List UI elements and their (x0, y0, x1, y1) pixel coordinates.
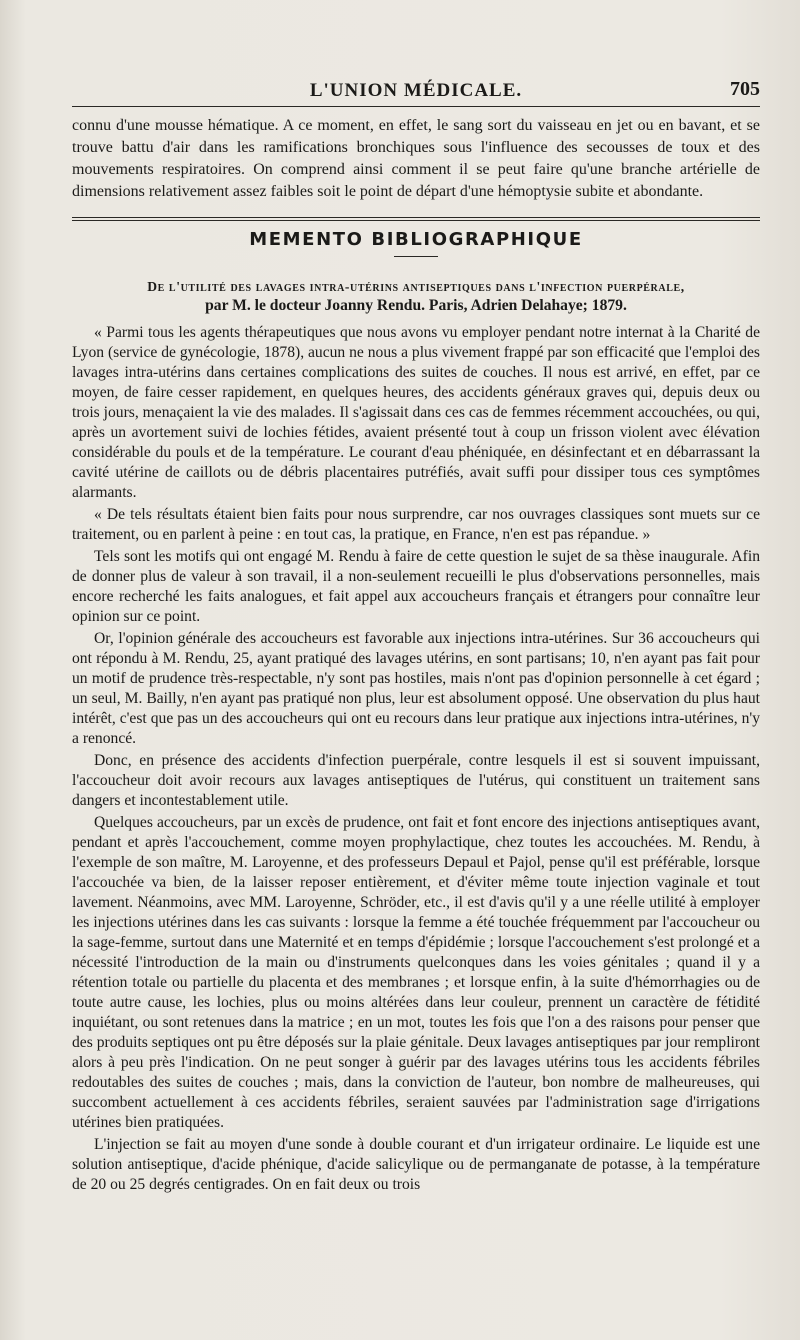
double-rule-divider (72, 217, 760, 221)
review-paragraph: « De tels résultats étaient bien faits pour nous surprendre, car nos ouvrages classiques sont muets sur ce traitement, ou en parlent à peine : en tout cas, la pratique, en France, n'en est pas répandue. » (72, 506, 760, 543)
review-paragraph: Donc, en présence des accidents d'infection puerpérale, contre lesquels il est si souvent impuissant, l'accoucheur doit avoir recours aux lavages antiseptiques de l'utérus, qui constituent un traitement sans dangers et incontestablement utile. (72, 752, 760, 809)
page-header (72, 78, 760, 107)
short-rule (394, 256, 438, 257)
section-title: MEMENTO BIBLIOGRAPHIQUE (249, 229, 583, 250)
review-body (72, 323, 760, 1195)
review-paragraph: L'injection se fait au moyen d'une sonde à double courant et d'un irrigateur ordinaire. Le liquide est une solution antiseptique, d'acide phénique, d'acide salicylique ou de permanganate de potasse, à la température de 20 ou 25 degrés centigrades. On en fait deux ou trois (72, 1136, 760, 1193)
page-number: 705 (730, 78, 760, 100)
book-author: par M. le docteur Joanny Rendu. Paris, Adrien Delahaye; 1879. (205, 297, 627, 314)
lead-paragraph: connu d'une mousse hématique. A ce moment, en effet, le sang sort du vaisseau en jet ou en bavant, et se trouve battu d'air dans les ramifications bronchiques sous l'influence des secousses de toux et des mouvements respiratoires. On comprend ainsi comment il se peut faire qu'une branche artérielle de dimensions relativement assez faibles soit le point de départ d'une hémoptysie subite et abondante. (72, 117, 760, 200)
book-title: De l'utilité des lavages intra-utérins antiseptiques dans l'infection puerpérale, (147, 279, 685, 294)
review-paragraph: « Parmi tous les agents thérapeutiques que nous avons vu employer pendant notre internat à la Charité de Lyon (service de gynécologie, 1878), aucun ne nous a plus vivement frappé par son efficacité que l'emploi des lavages intra-utérins dans certaines complications des suites de couches. Il nous est arrivé, en effet, par ce moyen, de faire cesser rapidement, en quelques heures, des accidents généraux graves qui, depuis deux ou trois jours, menaçaient la vie des malades. Il s'agissait dans ces cas de femmes récemment accouchées, ou qui, après un avortement suivi de lochies fétides, avaient présenté tout à coup un frisson violent avec élévation considérable du pouls et de la température. Le courant d'eau phéniquée, en désinfectant et en débarrassant la cavité utérine de caillots ou de débris placentaires putréfiés, avait suffi pour dissiper tous ces symptômes alarmants. (72, 324, 760, 501)
review-paragraph: Tels sont les motifs qui ont engagé M. Rendu à faire de cette question le sujet de sa thèse inaugurale. Afin de donner plus de valeur à son travail, il a non-seulement recueilli le plus d'observations personnelles, mais encore recherché les faits analogues, et fait appel aux accoucheurs français et étrangers pour connaître leur opinion sur ce point. (72, 548, 760, 625)
review-paragraph: Or, l'opinion générale des accoucheurs est favorable aux injections intra-utérines. Sur 36 accoucheurs qui ont répondu à M. Rendu, 25, ayant pratiqué des lavages utérins, en sont partisans; 10, n'en ayant pas fait pour un motif de prudence très-respectable, n'y sont pas hostiles, mais n'ont pas d'opinion personnelle à cet égard ; un seul, M. Bailly, n'en ayant pas pratiqué non plus, leur est absolument opposé. Une observation du plus haut intérêt, c'est que pas un des accoucheurs qui ont eu recours dans leur pratique aux injections intra-utérines, n'y a renoncé. (72, 630, 760, 747)
lead-section (72, 115, 760, 203)
review-paragraph: Quelques accoucheurs, par un excès de prudence, ont fait et font encore des injections antiseptiques avant, pendant et après l'accouchement, comme moyen prophylactique, chez toutes les accouchées. M. Rendu, à l'exemple de son maître, M. Laroyenne, et des professeurs Depaul et Pajol, pense qu'il est préférable, lorsque l'accouchée va bien, de la laisser reposer entièrement, et d'éviter même toute injection vaginale et tout lavement. Néanmoins, avec MM. Laroyenne, Schröder, etc., il est d'avis qu'il y a une réelle utilité à employer les injections utérines dans les cas suivants : lorsque la femme a été touchée fréquemment par l'accoucheur ou la sage-femme, surtout dans une Maternité et en temps d'épidémie ; lorsque l'accouchement s'est prolongé et a nécessité l'introduction de la main ou d'instruments quelconques dans les voies génitales ; quand il y a rétention totale ou partielle du placenta et des membranes ; et lorsque enfin, à la suite d'hémorrhagies ou de toute autre cause, les lochies, plus ou moins altérées dans leur couleur, prennent un caractère de fétidité inquiétant, ou sont retenues dans la matrice ; en un mot, toutes les fois que l'on a des raisons pour penser que des produits septiques ont pu être déposés sur la plaie génitale. Deux lavages antiseptiques par jour rempliront alors à peu près l'indication. On ne peut songer à guérir par des lavages utérins tous les accidents fébriles redoutables des suites de couches ; mais, dans la conviction de l'auteur, bon nombre de malheureuses, qui succombent actuellement à ces accidents fébriles, seraient sauvées par l'administration sage d'irrigations utérines bien pratiquées. (72, 814, 760, 1131)
running-head: L'UNION MÉDICALE. (309, 80, 523, 101)
